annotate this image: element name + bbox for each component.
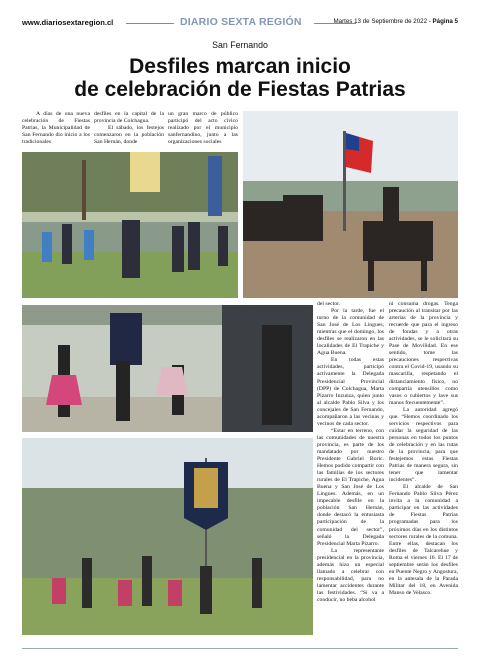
huasos-on-horses-photo bbox=[243, 111, 458, 298]
article-column-4: del sector. Por la tarde, fue el turno de la comunidad de San José de Los Lingues, mientras que el domingo, los desfiles se realizaron en las localidades de El Trapiche y Agua Buena. En todas estas actividades, participó activamente la Delegada Presidencial Provincial (DPP) de Colchagua, Marta Pizarro Inzunza, quien junto al alcalde Pablo Silva y los concejales de San Fernando, acompañaron a las vecinas y vecinos de cada sector. “Estar en terreno, con las comunidades de nuestra provincia, es parte de los mandatado por nuestro Presidente Gabriel Boric. Hemos podido compartir con las familias de los sectores rurales de El Trapiche, Agua Buena y San José de Los Lingues. Además, en un impecable desfile en la población San Hernán, donde destacó la entusiasta participación de la comunidad del sector”, señaló la Delegada Presidencial Marta Pizarro. La representante presidencial en la provincia, además hizo un especial llamado a celebrar con responsabilidad, para no lamentar accidentes durante las festividades. “Si va a conducir, no beba alcohol bbox=[317, 301, 384, 603]
website-url: www.diariosextaregion.cl bbox=[22, 18, 114, 27]
article-column-3: un gran marco de público participó del acto cívico realizado por el municipio sanfernandino, junto a las organizaciones sociales bbox=[168, 111, 238, 146]
header-divider bbox=[126, 23, 174, 24]
article-column-1: A días de una nueva celebración de Fiestas Patrias, la Municipalidad de San Fernando dio inicio a los tradicionales bbox=[22, 111, 90, 146]
newspaper-name: DIARIO SEXTA REGIÓN bbox=[180, 16, 302, 28]
article-column-5: ni consuma drogas. Tenga precaución al transitar por las arterias de la provincia y recuerde que para el ingreso de fondas y a otras actividades, se le solicitará su Pase de Movilidad. En ese sentido, tome las precauciones respectivas contra el Covid-19, usando su mascarilla, respetando el distanciamiento físico, no compartía utensilios como vasos o cubiertos y lave sus manos frecuentemente”. La autoridad agregó que. “Hemos coordinado los servicios respectivos para cuidar la seguridad de las personas en todos los puntos de celebración y en las rutas de la provincia, para que festejemos estas Fiestas Patrias de manera segura, sin tener que lamentar incidentes”. El alcalde de San Fernando Pablo Silva Pérez invita a la comunidad a participar en las actividades de Fiestas Patrias programadas para los próximos días en los distintos sectores rurales de la comuna. Entre ellas, destacan los desfiles de Talcarehue y Roma el viernes 16. El 17 de septiembre serán los desfiles en Puente Negro y Angostura, en la antesala de la Parada Militar del 18, en Avenida Manso de Velasco. bbox=[389, 301, 458, 596]
banner-parade-photo bbox=[22, 438, 313, 635]
article-column-2: desfiles en la capital de la provincia de Colchagua. El sábado, los festejos comenzaron en la población San Hernán, donde bbox=[94, 111, 164, 146]
bottom-divider bbox=[22, 648, 458, 649]
parade-photo bbox=[22, 152, 238, 298]
page-header bbox=[22, 16, 458, 30]
headline: Desfiles marcan inicio de celebración de Fiestas Patrias bbox=[74, 55, 406, 101]
date-and-page: Martes 13 de Septiembre de 2022 - Página 5 bbox=[333, 18, 458, 25]
cueca-dancers-photo bbox=[22, 305, 313, 432]
section-label: San Fernando bbox=[212, 40, 268, 50]
